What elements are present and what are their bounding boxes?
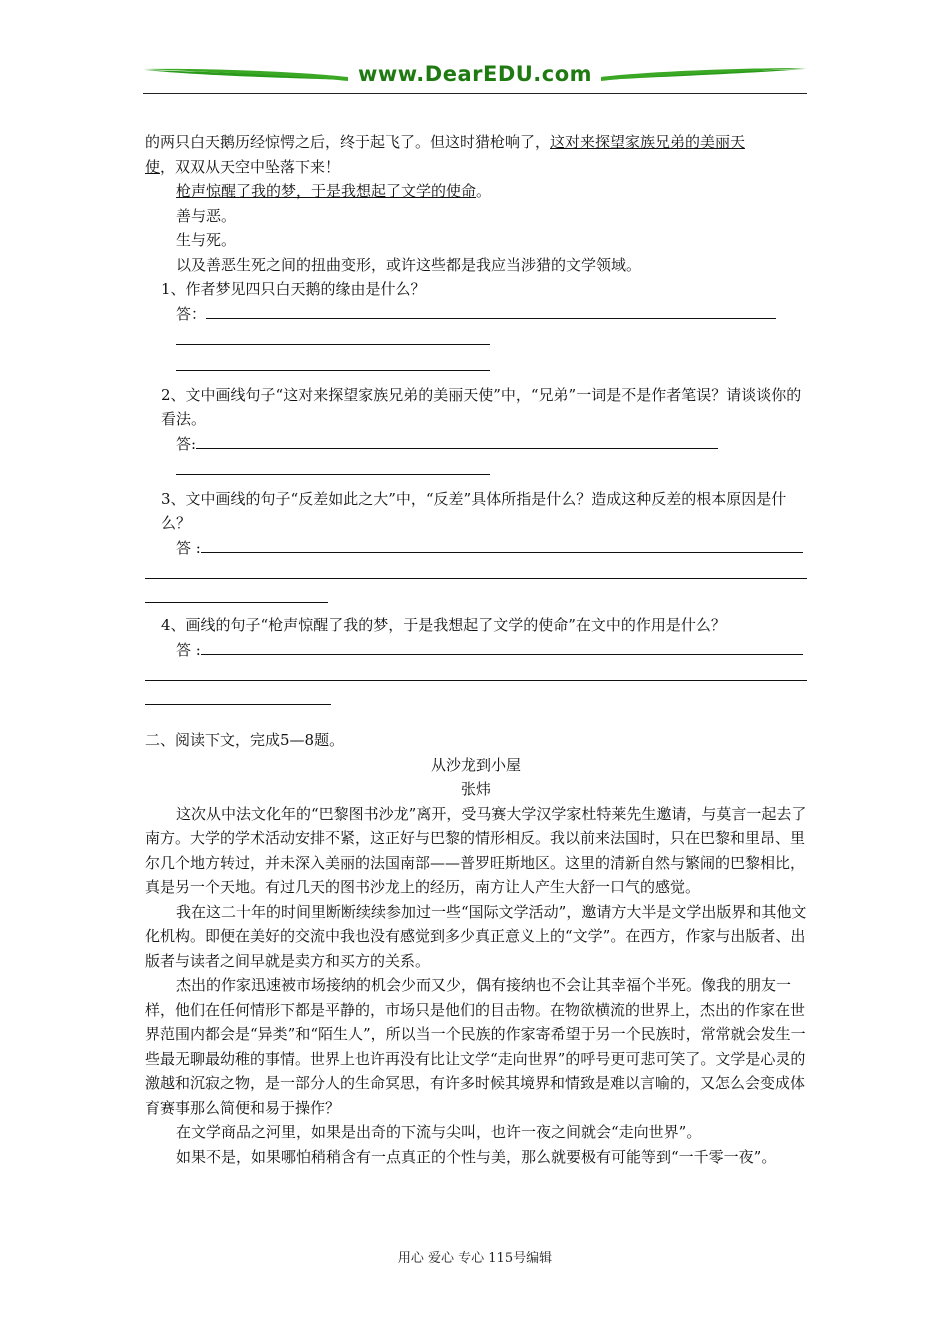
article-paragraph: 杰出的作家迅速被市场接纳的机会少而又少，偶有接纳也不会让其幸福个半死。像我的朋友一样，他们在任何情形下都是平静的，市场只是他们的目击物。在物欲横流的世界上，杰出的作家在世界范围内都会是“异类”和“陌生人”，所以当一个民族的作家寄希望于另一个民族时，常常就会发生一些最无聊最幼稚的事情。世界上也许再没有比让文学“走向世界”的呼号更可悲可笑了。文学是心灵的激越和沉寂之物，是一部分人的生命冥思，有许多时候其境界和情致是难以言喻的，又怎么会变成体育赛事那么简便和易于操作？ (145, 976, 806, 1117)
answer-blank[interactable] (145, 456, 807, 481)
article-paragraph: 我在这二十年的时间里断断续续参加过一些“国际文学活动”，邀请方大半是文学出版界和其他文化机构。即便在美好的交流中我也没有感觉到多少真正意义上的“文学”。在西方，作家与出版者、出版者与读者之间早就是卖方和买方的关系。 (145, 902, 807, 970)
page-footer: 用心 爱心 专心 115号编辑 (397, 1251, 553, 1266)
passage-paragraph: 以及善恶生死之间的扭曲变形，或许这些都是我应当涉猎的文学领域。 (176, 255, 642, 274)
underlined-sentence: 这对来探望家族兄弟的美丽天 (550, 133, 746, 151)
article-paragraph: 在文学商品之河里，如果是出奇的下流与尖叫，也许一夜之间就会“走向世界”。 (176, 1123, 702, 1141)
passage-paragraph: 的两只白天鹅历经惊愕之后，终于起飞了。但这时猎枪响了，这对来探望家族兄弟的美丽天 使，双双从天空中坠落下来！ (145, 133, 746, 176)
underlined-sentence: 枪声惊醒了我的梦，于是我想起了文学的使命 (176, 182, 477, 200)
answer-blank[interactable] (145, 585, 807, 610)
question-3: 3、文中画线的句子“反差如此之大”中，“反差”具体所指是什么？造成这种反差的根本原因是什么？ (161, 489, 787, 532)
answer-blank[interactable] (145, 326, 807, 351)
passage-paragraph: 生与死。 (176, 231, 237, 249)
answer-line-3[interactable]: 答 : (145, 536, 807, 561)
answer-line-1[interactable]: 答： (145, 302, 807, 327)
question-2: 2、文中画线句子“这对来探望家族兄弟的美丽天使”中，“兄弟”一词是不是作者笔误？请谈谈你的看法。 (161, 385, 802, 428)
question-1: 1、作者梦见四只白天鹅的缘由是什么？ (161, 280, 426, 298)
section-heading: 二、阅读下文，完成5—8题。 (145, 731, 345, 749)
article-paragraph: 如果不是，如果哪怕稍稍含有一点真正的个性与美，那么就要极有可能等到“一千零一夜”。 (176, 1147, 777, 1166)
article-title: 从沙龙到小屋 (430, 755, 521, 774)
answer-blank[interactable] (145, 560, 807, 585)
document-body (145, 130, 807, 1169)
underlined-sentence: 使 (145, 157, 161, 176)
question-4: 4、画线的句子“枪声惊醒了我的梦，于是我想起了文学的使命”在文中的作用是什么？ (161, 616, 726, 634)
passage-paragraph: 枪声惊醒了我的梦，于是我想起了文学的使命。 (176, 182, 492, 200)
answer-blank[interactable] (145, 351, 807, 377)
answer-line-2[interactable]: 答: (145, 432, 807, 457)
answer-line-4[interactable]: 答 : (145, 638, 807, 663)
header-rule (143, 93, 807, 94)
article-author: 张炜 (460, 780, 491, 798)
article-paragraph: 这次从中法文化年的“巴黎图书沙龙”离开，受马赛大学汉学家杜特莱先生邀请，与莫言一起去了南方。大学的学术活动安排不紧，这正好与巴黎的情形相反。我以前来法国时，只在巴黎和里昂、里尔几个地方转过，并未深入美丽的法国南部——普罗旺斯地区。这里的清新自然与繁闹的巴黎相比，真是另一个天地。有过几天的图书沙龙上的经历，南方让人产生大舒一口气的感觉。 (145, 804, 807, 896)
site-header (143, 60, 807, 94)
answer-blank[interactable] (145, 687, 807, 712)
passage-paragraph: 善与恶。 (176, 206, 237, 225)
answer-blank[interactable] (145, 662, 807, 687)
site-logo-text[interactable]: www.DearEDU.com (357, 62, 593, 86)
